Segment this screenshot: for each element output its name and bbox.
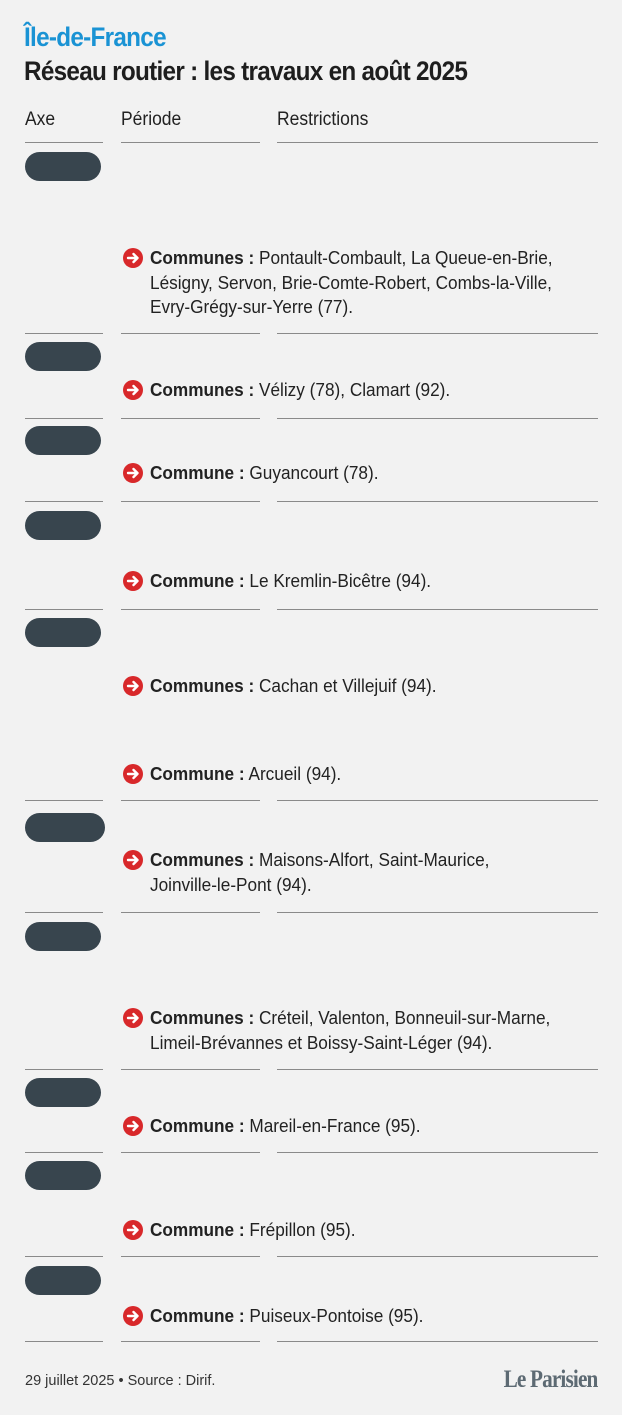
separator-line <box>277 1256 598 1257</box>
communes-names: Le Kremlin-Bicêtre (94). <box>249 570 432 591</box>
separator-line <box>121 333 260 334</box>
separator-line <box>277 800 598 801</box>
communes-label: Commune : <box>150 1115 245 1136</box>
separator-line <box>277 333 598 334</box>
separator-line <box>121 501 260 502</box>
communes-line <box>150 674 437 699</box>
arrow-right-icon <box>123 1220 143 1240</box>
communes-names: Evry-Grégy-sur-Yerre (77). <box>150 296 354 317</box>
separator-line <box>121 418 260 419</box>
separator-line <box>121 1152 260 1153</box>
separator-line <box>25 1069 103 1070</box>
axe-badge <box>25 511 101 540</box>
communes-label: Communes : <box>150 849 255 870</box>
arrow-right-icon <box>123 1116 143 1136</box>
separator-line <box>121 609 260 610</box>
separator-line <box>25 1341 103 1342</box>
separator-line <box>277 1069 598 1070</box>
axe-badge <box>25 342 101 371</box>
axe-badge <box>25 1161 101 1190</box>
arrow-right-icon <box>123 764 143 784</box>
separator-line <box>121 1341 260 1342</box>
axe-badge <box>25 1266 101 1295</box>
arrow-right-icon <box>123 1306 143 1326</box>
separator-line <box>277 418 598 419</box>
separator-line <box>277 1341 598 1342</box>
separator-line <box>121 142 260 143</box>
communes-names: Mareil-en-France (95). <box>249 1115 421 1136</box>
communes-line <box>150 246 553 271</box>
separator-line <box>25 800 103 801</box>
arrow-right-icon <box>123 1008 143 1028</box>
separator-line <box>121 912 260 913</box>
communes-line <box>150 1304 423 1329</box>
separator-line <box>277 1152 598 1153</box>
communes-line <box>150 569 431 594</box>
communes-line <box>150 378 450 403</box>
communes-line <box>150 461 379 486</box>
communes-line <box>150 1114 421 1139</box>
separator-line <box>121 1256 260 1257</box>
header-restrictions: Restrictions <box>277 109 369 130</box>
separator-line <box>25 1152 103 1153</box>
communes-label: Communes : <box>150 1007 255 1028</box>
communes-line <box>150 762 341 787</box>
header-axe: Axe <box>25 109 56 130</box>
communes-line <box>150 1006 550 1031</box>
separator-line <box>277 501 598 502</box>
axe-badge <box>25 1078 101 1107</box>
separator-line <box>25 609 103 610</box>
communes-names: Maisons-Alfort, Saint-Maurice, <box>258 849 490 870</box>
arrow-right-icon <box>123 248 143 268</box>
arrow-right-icon <box>123 676 143 696</box>
separator-line <box>277 912 598 913</box>
communes-label: Communes : <box>150 675 255 696</box>
communes-label: Commune : <box>150 1219 245 1240</box>
separator-line <box>25 501 103 502</box>
axe-badge <box>25 618 101 647</box>
separator-line <box>25 142 103 143</box>
communes-label: Communes : <box>150 379 255 400</box>
header-periode: Période <box>121 109 182 130</box>
page-title: Réseau routier : les travaux en août 2025 <box>24 56 468 86</box>
communes-label: Commune : <box>150 763 245 784</box>
communes-names: Cachan et Villejuif (94). <box>258 675 437 696</box>
communes-line <box>150 1218 356 1243</box>
separator-line <box>277 609 598 610</box>
separator-line <box>25 418 103 419</box>
arrow-right-icon <box>123 463 143 483</box>
region-label: Île-de-France <box>24 22 166 52</box>
separator-line <box>277 142 598 143</box>
arrow-right-icon <box>123 380 143 400</box>
communes-names: Créteil, Valenton, Bonneuil-sur-Marne, <box>258 1007 551 1028</box>
separator-line <box>25 1256 103 1257</box>
communes-label: Communes : <box>150 247 255 268</box>
communes-names: Arcueil (94). <box>248 763 342 784</box>
axe-badge <box>25 152 101 181</box>
separator-line <box>25 912 103 913</box>
communes-names: Limeil-Brévannes et Boissy-Saint-Léger (94). <box>150 1031 493 1053</box>
communes-label: Commune : <box>150 462 245 483</box>
communes-names: Frépillon (95). <box>249 1219 356 1240</box>
communes-label: Commune : <box>150 1305 245 1326</box>
arrow-right-icon <box>123 571 143 591</box>
footer-source: 29 juillet 2025 • Source : Dirif. <box>25 1373 216 1389</box>
communes-names: Guyancourt (78). <box>249 462 379 483</box>
axe-badge <box>25 922 101 951</box>
communes-line <box>150 848 489 873</box>
separator-line <box>25 333 103 334</box>
publisher-logo: Le Parisien <box>504 1366 598 1393</box>
axe-badge <box>25 426 101 455</box>
separator-line <box>121 800 260 801</box>
communes-names: Puiseux-Pontoise (95). <box>249 1305 424 1326</box>
communes-names: Lésigny, Servon, Brie-Comte-Robert, Combs-la-Ville, <box>150 271 552 293</box>
arrow-right-icon <box>123 850 143 870</box>
communes-names: Joinville-le-Pont (94). <box>150 873 312 895</box>
communes-names: Pontault-Combault, La Queue-en-Brie, <box>258 247 553 268</box>
axe-badge <box>25 813 105 842</box>
communes-names: Vélizy (78), Clamart (92). <box>258 379 451 400</box>
separator-line <box>121 1069 260 1070</box>
communes-label: Commune : <box>150 570 245 591</box>
